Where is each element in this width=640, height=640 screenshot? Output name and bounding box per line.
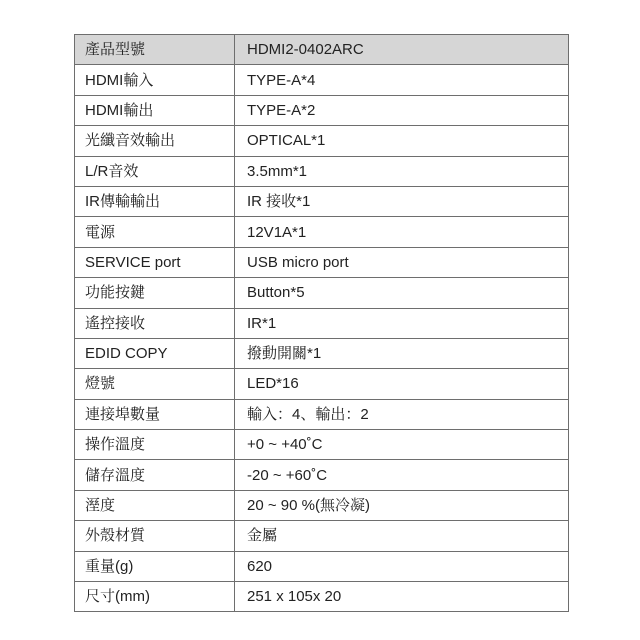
spec-value: LED*16 (235, 369, 569, 399)
spec-row (75, 217, 569, 247)
spec-value: IR 接收*1 (235, 186, 569, 216)
spec-value: 12V1A*1 (235, 217, 569, 247)
spec-label: IR傳輸輸出 (75, 186, 235, 216)
spec-label: EDID COPY (75, 338, 235, 368)
spec-row (75, 247, 569, 277)
spec-row (75, 521, 569, 551)
spec-label: 溼度 (75, 490, 235, 520)
spec-label: 光纖音效輸出 (75, 126, 235, 156)
spec-label: SERVICE port (75, 247, 235, 277)
spec-row (75, 308, 569, 338)
spec-value: 3.5mm*1 (235, 156, 569, 186)
spec-label: 燈號 (75, 369, 235, 399)
spec-value: TYPE-A*2 (235, 95, 569, 125)
spec-header-label: 產品型號 (75, 35, 235, 65)
spec-value: 251 x 105x 20 (235, 582, 569, 612)
spec-label: 儲存溫度 (75, 460, 235, 490)
spec-row (75, 278, 569, 308)
spec-value: 金屬 (235, 521, 569, 551)
spec-row (75, 369, 569, 399)
spec-label: 電源 (75, 217, 235, 247)
spec-row (75, 186, 569, 216)
spec-row (75, 399, 569, 429)
spec-value: 620 (235, 551, 569, 581)
spec-value: Button*5 (235, 278, 569, 308)
spec-row (75, 582, 569, 612)
spec-label: 尺寸(mm) (75, 582, 235, 612)
spec-value: TYPE-A*4 (235, 65, 569, 95)
spec-row (75, 65, 569, 95)
spec-label: 操作溫度 (75, 430, 235, 460)
spec-header-row (75, 35, 569, 65)
spec-row (75, 460, 569, 490)
spec-row (75, 156, 569, 186)
spec-row (75, 126, 569, 156)
spec-label: HDMI輸出 (75, 95, 235, 125)
spec-value: USB micro port (235, 247, 569, 277)
spec-value: -20 ~ +60˚C (235, 460, 569, 490)
spec-label: 功能按鍵 (75, 278, 235, 308)
spec-row (75, 430, 569, 460)
spec-row (75, 95, 569, 125)
spec-value: IR*1 (235, 308, 569, 338)
spec-label: 遙控接收 (75, 308, 235, 338)
spec-row (75, 551, 569, 581)
spec-label: HDMI輸入 (75, 65, 235, 95)
spec-label: 重量(g) (75, 551, 235, 581)
spec-row (75, 338, 569, 368)
spec-table (74, 34, 569, 612)
spec-value: +0 ~ +40˚C (235, 430, 569, 460)
spec-value: 20 ~ 90 %(無冷凝) (235, 490, 569, 520)
spec-value: OPTICAL*1 (235, 126, 569, 156)
spec-row (75, 490, 569, 520)
spec-label: 外殼材質 (75, 521, 235, 551)
spec-value: 撥動開關*1 (235, 338, 569, 368)
spec-header-value: HDMI2-0402ARC (235, 35, 569, 65)
spec-label: 連接埠數量 (75, 399, 235, 429)
spec-value: 輸入：4、輸出：2 (235, 399, 569, 429)
spec-label: L/R音效 (75, 156, 235, 186)
